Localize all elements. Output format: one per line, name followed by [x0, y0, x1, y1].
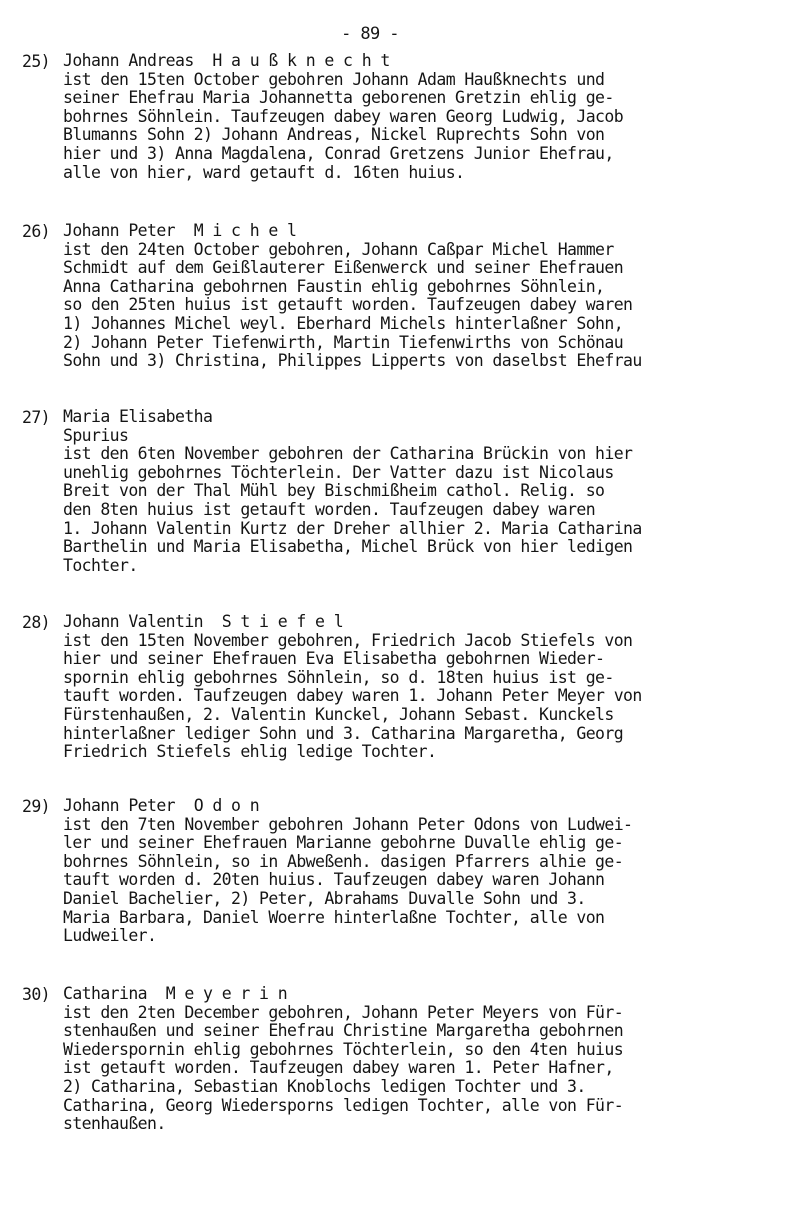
entry-line: Friedrich Stiefels ehlig ledige Tochter. [63, 742, 437, 762]
entry-heading [63, 222, 793, 241]
entry-line: 2) Catharina, Sebastian Knoblochs ledigen Tochter und 3. [63, 1076, 586, 1096]
entry-line: Schmidt auf dem Geißlauterer Eißenwerck und seiner Ehefrauen [63, 258, 624, 278]
entry-line: stenhaußen. [63, 1114, 166, 1134]
entry-body [63, 613, 793, 762]
entry-line: den 8ten huius ist getauft worden. Taufzeugen dabey waren [63, 499, 596, 519]
entry-line: stenhaußen und seiner Ehefrau Christine Margaretha gebohrnen [63, 1021, 624, 1041]
entry-number: 25) [22, 52, 51, 71]
entry-line: Ludweiler. [63, 926, 157, 946]
given-names: Maria Elisabetha [63, 407, 213, 426]
surname: M e y e r i n [165, 984, 288, 1003]
entry-line: ist den 24ten October gebohren, Johann Caßpar Michel Hammer [63, 239, 614, 259]
entry-number: 30) [22, 985, 51, 1004]
page-number: - 89 - [341, 24, 399, 44]
entry-line: tauft worden d. 20ten huius. Taufzeugen dabey waren Johann [63, 870, 605, 890]
entry-heading [63, 613, 793, 632]
entry-number: 26) [22, 222, 51, 241]
entry-body [63, 222, 793, 371]
entry-line: ist den 15ten November gebohren, Friedrich Jacob Stiefels von [63, 630, 633, 650]
entry-line: Daniel Bachelier, 2) Peter, Abrahams Duvalle Sohn und 3. [63, 888, 586, 908]
entry-line: Sohn und 3) Christina, Philippes Lipperts von daselbst Ehefrau [63, 351, 642, 371]
surname: O d o n [193, 796, 260, 815]
entry-body [63, 52, 793, 182]
entry-number: 29) [22, 797, 51, 816]
surname: M i c h e l [193, 221, 297, 240]
entry-line: ist den 6ten November gebohren der Catharina Brückin von hier [63, 444, 633, 464]
entry-body [63, 797, 793, 946]
entry-line: ist den 15ten October gebohren Johann Adam Haußknechts und [63, 69, 605, 89]
entry-heading [63, 797, 793, 816]
entry-line: seiner Ehefrau Maria Johannetta geborenen Gretzin ehlig ge- [63, 88, 614, 108]
entry-line: so den 25ten huius ist getauft worden. Taufzeugen dabey waren [63, 295, 633, 315]
surname: H a u ß k n e c h t [212, 51, 390, 70]
entry-line: Maria Barbara, Daniel Woerre hinterlaßne Tochter, alle von [63, 907, 605, 927]
given-names: Johann Andreas [63, 51, 194, 70]
entry-line: bohrnes Söhnlein, so in Abweßenh. dasigen Pfarrers alhie ge- [63, 851, 624, 871]
entry-line: Anna Catharina gebohrnen Faustin ehlig gebohrnes Söhnlein, [63, 276, 605, 296]
entry-line: unehlig gebohrnes Töchterlein. Der Vatter dazu ist Nicolaus [63, 462, 614, 482]
entry-line: ist den 2ten December gebohren, Johann Peter Meyers von Für- [63, 1002, 624, 1022]
entry-line: tauft worden. Taufzeugen dabey waren 1. Johann Peter Meyer von [63, 686, 642, 706]
entry-heading [63, 985, 793, 1004]
entry-line: Barthelin und Maria Elisabetha, Michel Brück von hier ledigen [63, 537, 633, 557]
entry-line: Wiederspornin ehlig gebohrnes Töchterlein, so den 4ten huius [63, 1039, 624, 1059]
entry-line: 2) Johann Peter Tiefenwirth, Martin Tiefenwirths von Schönau [63, 332, 624, 352]
entry-line: ler und seiner Ehefrauen Marianne gebohrne Duvalle ehlig ge- [63, 833, 624, 853]
entry-line: hier und seiner Ehefrauen Eva Elisabetha gebohrnen Wieder- [63, 649, 605, 669]
entry-line: Blumanns Sohn 2) Johann Andreas, Nickel Ruprechts Sohn von [63, 125, 605, 145]
entry-body [63, 408, 793, 575]
entry-line: hier und 3) Anna Magdalena, Conrad Gretzens Junior Ehefrau, [63, 143, 614, 163]
entry-line: Tochter. [63, 555, 138, 575]
given-names: Johann Valentin [63, 612, 204, 631]
entry-heading [63, 52, 793, 71]
entry-number: 28) [22, 613, 51, 632]
entry-line: 1) Johannes Michel weyl. Eberhard Michels hinterlaßner Sohn, [63, 313, 624, 333]
entry-line: ist getauft worden. Taufzeugen dabey waren 1. Peter Hafner, [63, 1058, 614, 1078]
entry-line: ist den 7ten November gebohren Johann Peter Odons von Ludwei- [63, 814, 633, 834]
entry-line: Spurius [63, 425, 129, 445]
entry-line: Catharina, Georg Wiedersporns ledigen Tochter, alle von Für- [63, 1095, 624, 1115]
entry-line: hinterlaßner lediger Sohn und 3. Catharina Margaretha, Georg [63, 723, 624, 743]
entry-line: Fürstenhaußen, 2. Valentin Kunckel, Johann Sebast. Kunckels [63, 704, 614, 724]
entry-heading [63, 408, 793, 427]
given-names: Catharina [63, 984, 148, 1003]
given-names: Johann Peter [63, 221, 176, 240]
entry-line: Breit von der Thal Mühl bey Bischmißheim cathol. Relig. so [63, 481, 605, 501]
surname: S t i e f e l [221, 612, 344, 631]
entry-line: bohrnes Söhnlein. Taufzeugen dabey waren Georg Ludwig, Jacob [63, 106, 624, 126]
entry-line: spornin ehlig gebohrnes Söhnlein, so d. 18ten huius ist ge- [63, 667, 614, 687]
given-names: Johann Peter [63, 796, 176, 815]
entry-line: alle von hier, ward getauft d. 16ten huius. [63, 162, 465, 182]
entry-body [63, 985, 793, 1134]
entry-number: 27) [22, 408, 51, 427]
entry-line: 1. Johann Valentin Kurtz der Dreher allhier 2. Maria Catharina [63, 518, 642, 538]
